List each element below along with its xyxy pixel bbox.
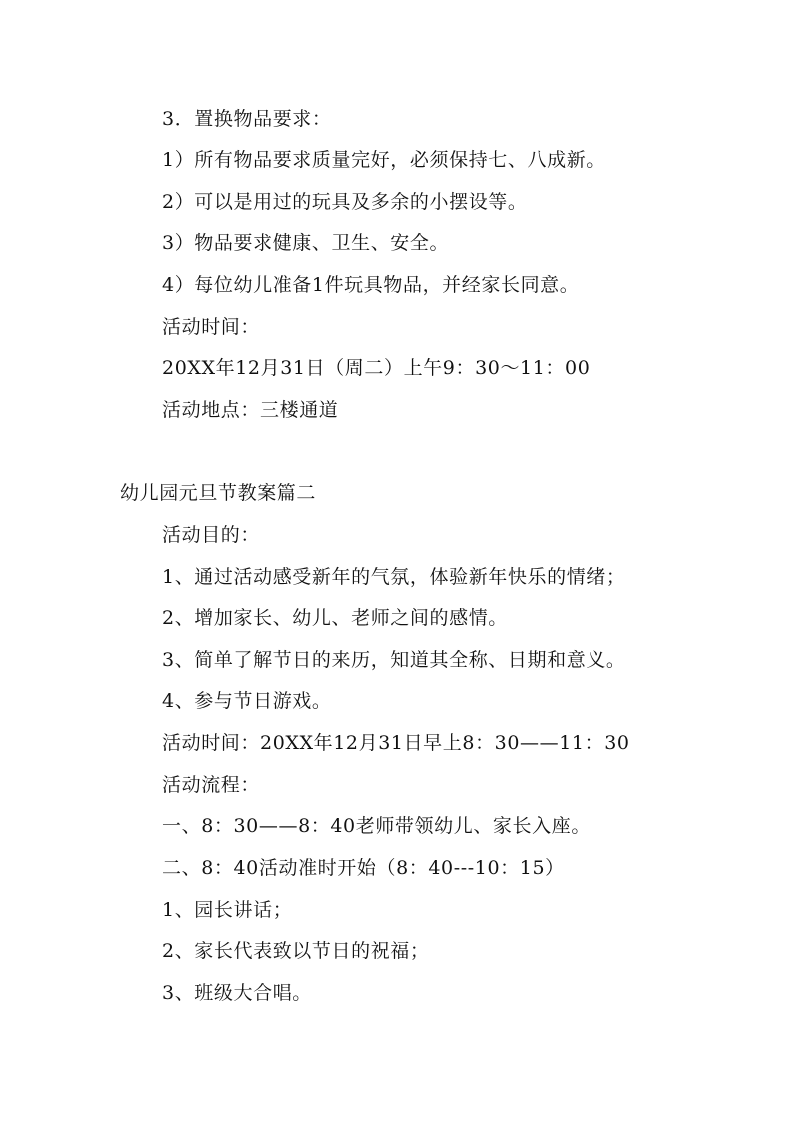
- text-line: 活动时间：20XX年12月31日早上8：30——11：30: [162, 732, 630, 754]
- text-line: 活动流程：: [162, 774, 261, 796]
- text-line: 二、8：40活动准时开始（8：40---10：15）: [162, 857, 565, 879]
- text-line: 4）每位幼儿准备1件玩具物品，并经家长同意。: [162, 274, 580, 296]
- text-line: 活动地点：三楼通道: [162, 399, 339, 421]
- section-heading: 幼儿园元旦节教案篇二: [120, 482, 317, 504]
- text-line: 3．置换物品要求：: [162, 108, 332, 130]
- text-line: 活动时间：: [162, 316, 261, 338]
- text-line: 2、增加家长、幼儿、老师之间的感情。: [162, 607, 508, 629]
- text-line: 4、参与节日游戏。: [162, 690, 332, 712]
- text-line: 1）所有物品要求质量完好，必须保持七、八成新。: [162, 149, 606, 171]
- text-line: 3、简单了解节日的来历，知道其全称、日期和意义。: [162, 649, 626, 671]
- text-line: 1、通过活动感受新年的气氛，体验新年快乐的情绪；: [162, 566, 626, 588]
- text-line: 一、8：30——8：40老师带领幼儿、家长入座。: [162, 815, 591, 837]
- text-line: 3、班级大合唱。: [162, 982, 312, 1004]
- text-line: 2、家长代表致以节日的祝福；: [162, 940, 430, 962]
- text-line: 3）物品要求健康、卫生、安全。: [162, 232, 450, 254]
- text-line: 20XX年12月31日（周二）上午9：30～11：00: [162, 357, 591, 379]
- text-line: 活动目的：: [162, 524, 261, 546]
- text-line: 1、园长讲话；: [162, 899, 293, 921]
- text-line: 2）可以是用过的玩具及多余的小摆设等。: [162, 191, 528, 213]
